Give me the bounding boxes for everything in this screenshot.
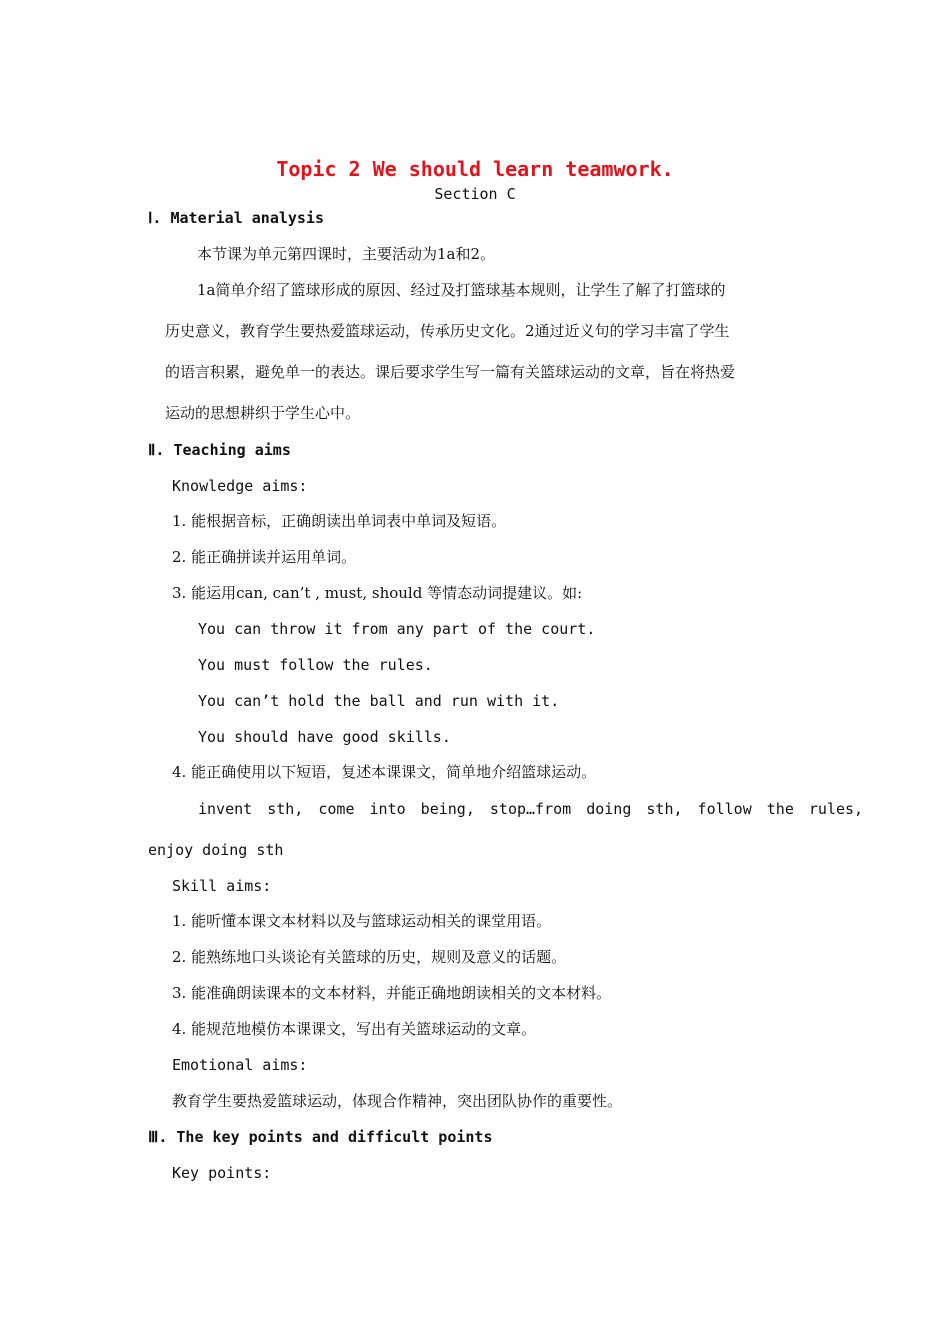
document-title: Topic 2 We should learn teamwork. [276,157,674,181]
material-paragraph-2-line-4: 运动的思想耕织于学生心中。 [165,404,361,422]
knowledge-aim-2: 2. 能正确拼读并运用单词。 [172,548,357,566]
material-paragraph-1: 本节课为单元第四课时，主要活动为1a和2。 [197,245,496,263]
emotional-aim-1: 教育学生要热爱篮球运动，体现合作精神，突出团队协作的重要性。 [172,1092,623,1110]
material-paragraph-2-line-3: 的语言积累，避免单一的表达。课后要求学生写一篇有关篮球运动的文章，旨在将热爱 [165,363,736,381]
skill-aim-2: 2. 能熟练地口头谈论有关篮球的历史，规则及意义的话题。 [172,948,567,966]
skill-aim-1: 1. 能听懂本课文本材料以及与篮球运动相关的课堂用语。 [172,912,552,930]
section-subtitle: Section C [434,185,516,203]
skill-aim-4: 4. 能规范地模仿本课课文，写出有关篮球运动的文章。 [172,1020,537,1038]
example-sentence-2: You must follow the rules. [198,656,433,674]
heading-key-difficult-points: Ⅲ. The key points and difficult points [148,1128,493,1146]
phrase-list-line-1: invent sth, come into being, stop…from doing sth, follow the rules, [198,800,864,818]
phrase-list-line-2: enjoy doing sth [148,841,284,859]
knowledge-aim-4: 4. 能正确使用以下短语，复述本课课文，简单地介绍篮球运动。 [172,763,597,781]
material-paragraph-2-line-2: 历史意义，教育学生要热爱篮球运动，传承历史文化。2通过近义句的学习丰富了学生 [165,322,730,340]
material-paragraph-2-line-1: 1a简单介绍了篮球形成的原因、经过及打篮球基本规则，让学生了解了打篮球的 [197,281,726,299]
knowledge-aims-label: Knowledge aims: [172,477,308,495]
heading-teaching-aims: Ⅱ. Teaching aims [148,441,291,459]
example-sentence-4: You should have good skills. [198,728,451,746]
heading-material-analysis: Ⅰ. Material analysis [148,209,325,227]
emotional-aims-label: Emotional aims: [172,1056,308,1074]
example-sentence-3: You can’t hold the ball and run with it. [198,692,560,710]
skill-aims-label: Skill aims: [172,877,272,895]
knowledge-aim-1: 1. 能根据音标，正确朗读出单词表中单词及短语。 [172,512,507,530]
example-sentence-1: You can throw it from any part of the court. [198,620,596,638]
key-points-label: Key points: [172,1164,272,1182]
knowledge-aim-3: 3. 能运用can, can’t , must, should 等情态动词提建议。如: [172,584,583,602]
skill-aim-3: 3. 能准确朗读课本的文本材料，并能正确地朗读相关的文本材料。 [172,984,612,1002]
